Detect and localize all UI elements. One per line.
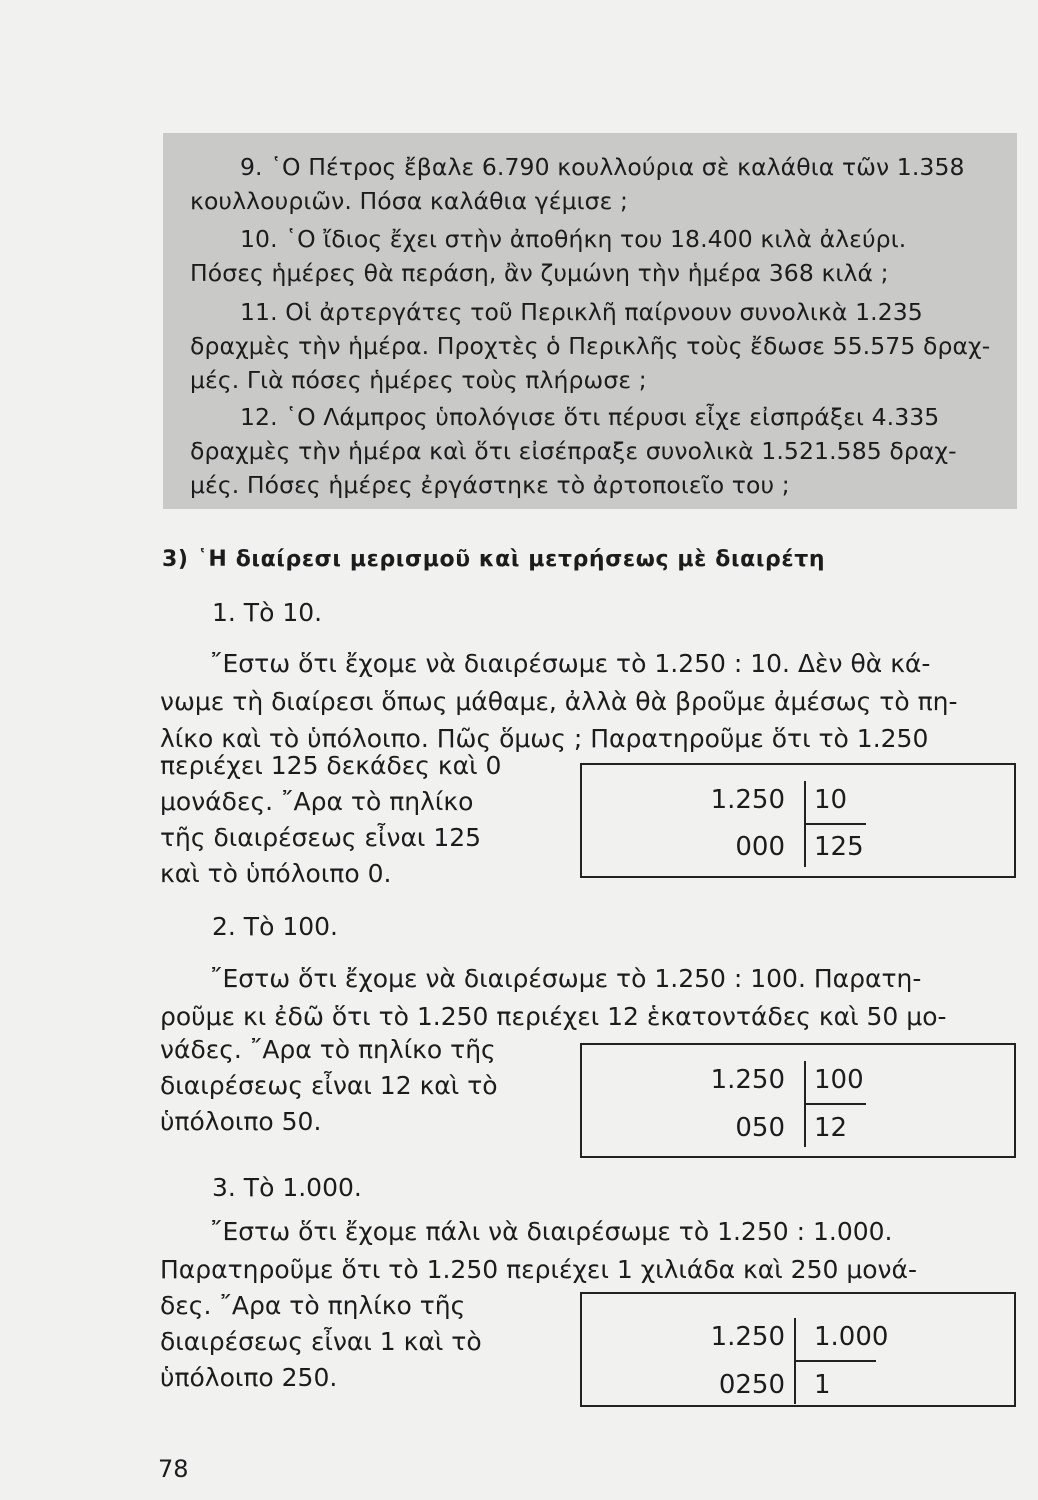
case-paragraph: [160, 645, 1022, 758]
exercise-line: 9. ῾Ο Πέτρος ἔβαλε 6.790 κουλλούρια σὲ καλάθια τῶν 1.358: [240, 153, 965, 181]
paragraph-line: λίκο καὶ τὸ ὑπόλοιπο. Πῶς ὅμως ; Παρατηροῦμε ὅτι τὸ 1.250: [160, 724, 929, 753]
divisor: 100: [814, 1065, 864, 1095]
dividend: 1.250: [710, 785, 785, 815]
case-side-text: [160, 748, 560, 892]
exercise-line: μές. Γιὰ πόσες ἡμέρες τοὺς πλήρωσε ;: [190, 366, 647, 394]
case-title: 1. Τὸ 10.: [212, 598, 323, 627]
quotient: 12: [814, 1113, 848, 1143]
remainder: 050: [735, 1113, 785, 1143]
exercise-line: 12. ῾Ο Λάμπρος ὑπολόγισε ὅτι πέρυσι εἶχε εἰσπράξει 4.335: [240, 403, 940, 431]
exercise-line: δραχμὲς τὴν ἡμέρα. Προχτὲς ὁ Περικλῆς τοὺς ἔδωσε 55.575 δραχ-: [190, 332, 991, 360]
case-title: 2. Τὸ 100.: [212, 912, 338, 941]
dividend: 1.250: [710, 1065, 785, 1095]
divisor: 1.000: [814, 1322, 889, 1352]
exercise-line: μές. Πόσες ἡμέρες ἐργάστηκε τὸ ἀρτοποιεῖο του ;: [190, 471, 790, 499]
division-horizontal-line: [804, 823, 866, 825]
division-box: [580, 1043, 1016, 1158]
division-box: [580, 1292, 1016, 1407]
exercise-line: 10. ῾Ο ἴδιος ἔχει στὴν ἀποθήκη του 18.400 κιλὰ ἀλεύρι.: [240, 225, 907, 253]
section-heading: 3) ῾Η διαίρεσι μερισμοῦ καὶ μετρήσεως μὲ διαιρέτη: [162, 547, 826, 572]
page-number: 78: [158, 1455, 189, 1483]
exercise-12: [190, 400, 995, 502]
exercise-line: Πόσες ἡμέρες θὰ περάση, ἂν ζυμώνη τὴν ἡμέρα 368 κιλά ;: [190, 259, 889, 287]
side-line: τῆς διαιρέσεως εἶναι 125: [160, 823, 482, 852]
side-line: νάδες. ῎Αρα τὸ πηλίκο τῆς: [160, 1035, 496, 1064]
division-horizontal-line: [804, 1103, 866, 1105]
case-title: 3. Τὸ 1.000.: [212, 1173, 362, 1202]
exercise-10: [190, 222, 995, 290]
paragraph-line: ροῦμε κι ἐδῶ ὅτι τὸ 1.250 περιέχει 12 ἑκατοντάδες καὶ 50 μο-: [160, 1001, 947, 1031]
divisor: 10: [814, 785, 848, 815]
exercise-11: [190, 295, 995, 397]
paragraph-line: ῎Εστω ὅτι ἔχομε πάλι νὰ διαιρέσωμε τὸ 1.250 : 1.000.: [210, 1217, 893, 1246]
side-line: διαιρέσεως εἶναι 12 καὶ τὸ: [160, 1071, 498, 1100]
division-box: [580, 763, 1016, 878]
side-line: μονάδες. ῎Αρα τὸ πηλίκο: [160, 787, 474, 816]
case-side-text: [160, 1288, 560, 1396]
quotient: 1: [814, 1370, 831, 1400]
dividend: 1.250: [710, 1322, 785, 1352]
exercise-line: κουλλουριῶν. Πόσα καλάθια γέμισε ;: [190, 187, 629, 215]
exercise-9: [190, 150, 995, 218]
paragraph-line: ῎Εστω ὅτι ἔχομε νὰ διαιρέσωμε τὸ 1.250 : 100. Παρατη-: [210, 964, 922, 993]
side-line: καὶ τὸ ὑπόλοιπο 0.: [160, 859, 392, 888]
paragraph-line: Παρατηροῦμε ὅτι τὸ 1.250 περιέχει 1 χιλιάδα καὶ 250 μονά-: [160, 1254, 918, 1284]
case-paragraph: [160, 1213, 1022, 1288]
remainder: 000: [735, 832, 785, 862]
remainder: 0250: [718, 1370, 785, 1400]
exercise-line: 11. Οἱ ἀρτεργάτες τοῦ Περικλῆ παίρνουν συνολικὰ 1.235: [240, 298, 923, 326]
division-horizontal-line: [794, 1360, 876, 1362]
side-line: δες. ῎Αρα τὸ πηλίκο τῆς: [160, 1291, 466, 1320]
side-line: διαιρέσεως εἶναι 1 καὶ τὸ: [160, 1327, 482, 1356]
side-line: ὑπόλοιπο 250.: [160, 1363, 338, 1392]
paragraph-line: νωμε τὴ διαίρεσι ὅπως μάθαμε, ἀλλὰ θὰ βροῦμε ἀμέσως τὸ πη-: [160, 686, 958, 716]
case-side-text: [160, 1032, 560, 1140]
paragraph-line: ῎Εστω ὅτι ἔχομε νὰ διαιρέσωμε τὸ 1.250 : 10. Δὲν θὰ κά-: [210, 649, 931, 678]
side-line: περιέχει 125 δεκάδες καὶ 0: [160, 751, 502, 780]
case-paragraph: [160, 960, 1022, 1035]
exercise-line: δραχμὲς τὴν ἡμέρα καὶ ὅτι εἰσέπραξε συνολικὰ 1.521.585 δραχ-: [190, 437, 957, 465]
side-line: ὑπόλοιπο 50.: [160, 1107, 322, 1136]
quotient: 125: [814, 832, 864, 862]
